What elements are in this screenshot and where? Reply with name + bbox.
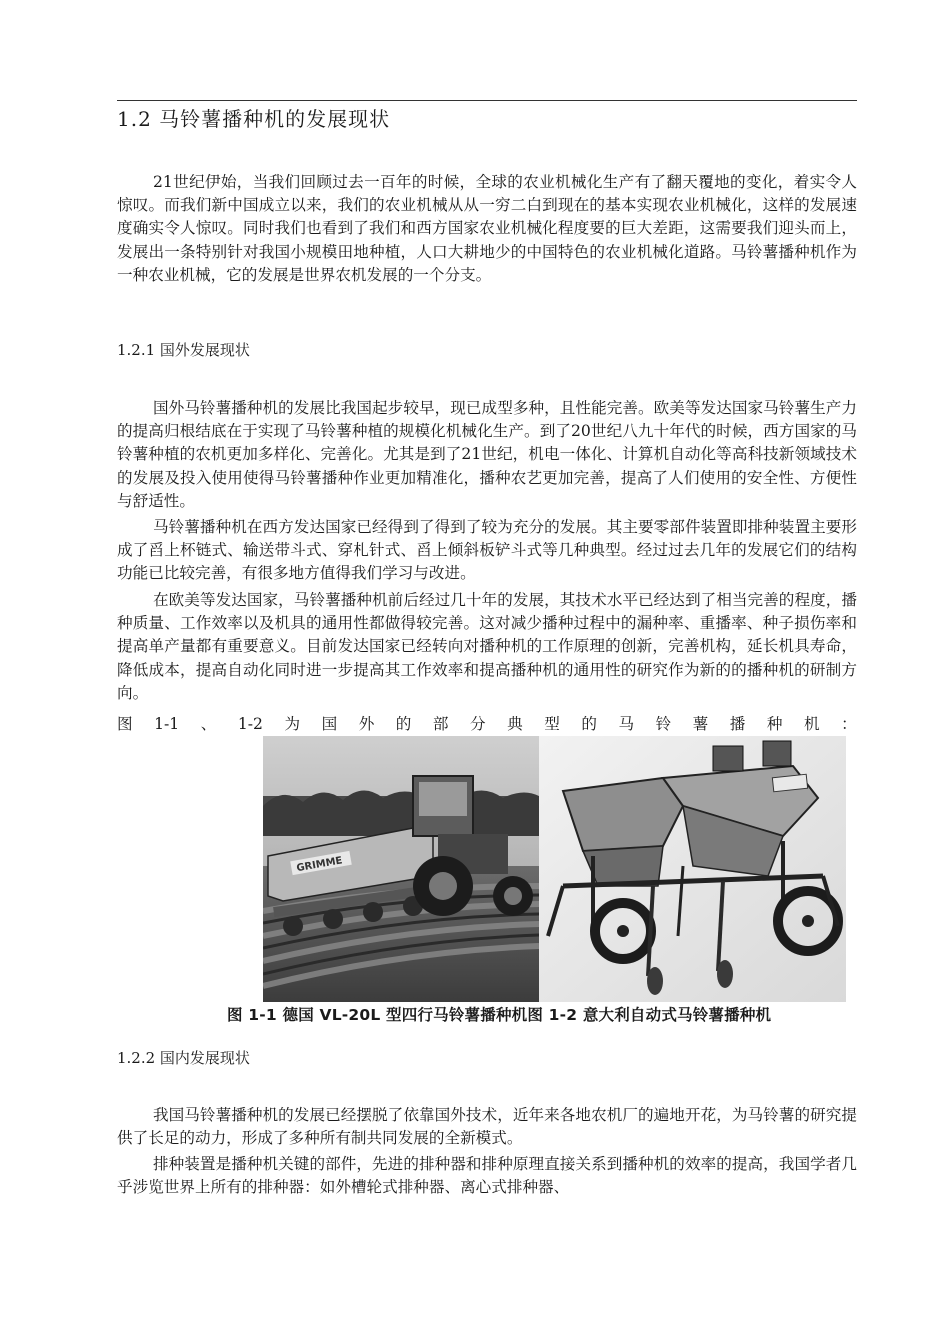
fig-ref-token: 为 [284,715,301,733]
fig-ref-token: 铃 [655,715,672,733]
figure-reference-line [117,713,857,736]
planter-photos [263,736,846,1002]
header-rule [117,100,857,101]
figure-caption: 图 1-1 德国 VL-20L 型四行马铃薯播种机图 1-2 意大利自动式马铃薯播种机 [227,1006,772,1024]
fig-ref-token: 1-1 [154,715,180,733]
domestic-paragraph-2: 排种装置是播种机关键的部件，先进的排种器和排种原理直接关系到播种机的效率的提高，我国学者几乎涉览世界上所有的排种器：如外槽轮式排种器、离心式排种器、 [117,1155,857,1197]
fig-ref-token: 的 [581,715,597,733]
photo-italy-planter [539,736,846,1002]
foreign-paragraph-2: 马铃薯播种机在西方发达国家已经得到了得到了较为充分的发展。其主要零部件装置即排种装置主要形成了舀上杯链式、输送带斗式、穿札针式、舀上倾斜板铲斗式等几种典型。经过过去几年的发展它们的结构功能已比较完善，有很多地方值得我们学习与改进。 [117,518,857,583]
fig-ref-token: 马 [618,715,635,733]
fig-ref-token: 播 [729,715,746,733]
fig-ref-token: 图 [117,715,133,733]
photo-germany-planter [263,736,539,1002]
fig-ref-token: 典 [507,715,523,733]
fig-ref-token: 的 [395,715,412,733]
fig-ref-token: ： [841,715,857,733]
fig-ref-token: 薯 [692,715,709,733]
fig-ref-token: 型 [544,715,560,733]
intro-paragraph: 21世纪伊始，当我们回顾过去一百年的时候，全球的农业机械化生产有了翻天覆地的变化，着实令人惊叹。而我们新中国成立以来，我们的农业机械从从一穷二白到现在的基本实现农业机械化，这样的发展速度确实令人惊叹。同时我们也看到了我们和西方国家农业机械化程度要的巨大差距，这需要我们迎头而上，发展出一条特别针对我国小规模田地种植，人口大耕地少的中国特色的农业机械化道路。马铃薯播种机作为一种农业机械，它的发展是世界农机发展的一个分支。 [117,173,857,284]
section-title: 1.2 马铃薯播种机的发展现状 [117,107,391,131]
fig-ref-token: 种 [766,715,783,733]
foreign-paragraph-1: 国外马铃薯播种机的发展比我国起步较早，现已成型多种，且性能完善。欧美等发达国家马铃薯生产力的提高归根结底在于实现了马铃薯种植的规模化机械化生产。到了20世纪八九十年代的时候，西方国家的马铃薯种植的农机更加多样化、完善化。尤其是到了21世纪，机电一体化、计算机自动化等高科技新领域技术的发展及投入使用使得马铃薯播种作业更加精准化，播种农艺更加完善，提高了人们使用的安全性、方便性与舒适性。 [117,399,857,510]
fig-ref-token: 机 [804,715,820,733]
foreign-paragraph-3: 在欧美等发达国家，马铃薯播种机前后经过几十年的发展，其技术水平已经达到了相当完善的程度，播种质量、工作效率以及机具的通用性都做得较完善。这对减少播种过程中的漏种率、重播率、种子损伤率和提高单产量都有重要意义。目前发达国家已经转向对播种机的工作原理的创新，完善机构，延长机具寿命，降低成本，提高自动化同时进一步提高其工作效率和提高播种机的通用性的研究作为新的的播种机的研制方向。 [117,591,857,702]
fig-ref-token: 、 [200,715,217,733]
foreign-heading: 1.2.1 国外发展现状 [117,341,250,359]
domestic-paragraph-1: 我国马铃薯播种机的发展已经摆脱了依靠国外技术，近年来各地农机厂的遍地开花，为马铃薯的研究提供了长足的动力，形成了多种所有制共同发展的全新模式。 [117,1106,857,1148]
fig-ref-token: 1-2 [237,715,263,733]
domestic-heading: 1.2.2 国内发展现状 [117,1049,250,1067]
planter-brand-label: GRIMME [295,855,344,875]
fig-ref-token: 分 [470,715,486,733]
planter-figure [263,736,846,1002]
fig-ref-token: 国 [321,715,338,733]
fig-ref-token: 部 [432,715,449,733]
fig-ref-token: 外 [358,715,375,733]
